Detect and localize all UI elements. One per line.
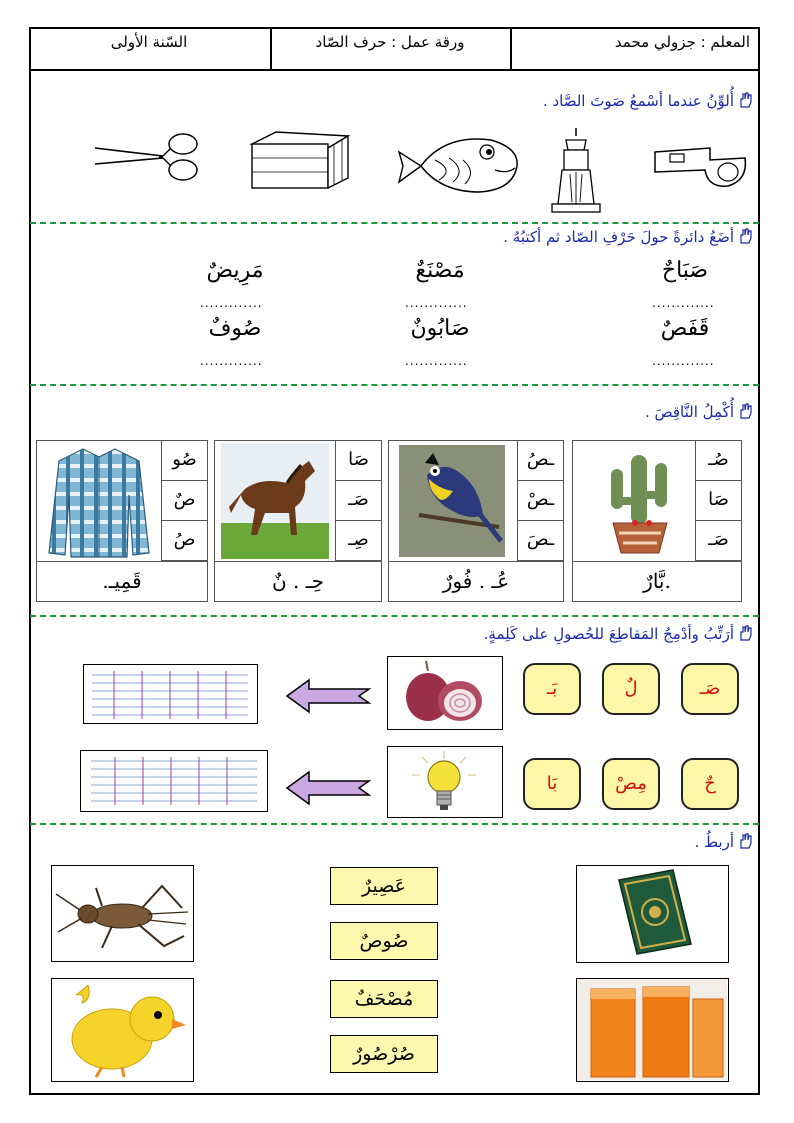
horse-icon <box>221 443 329 559</box>
syllable-cell: ـصَ <box>517 521 563 561</box>
instruction-4-text: أرَتِّبُ وأدْمِجُ المَقاطِعَ للحُصولِ على كَلِمةٍ. <box>483 625 734 643</box>
answer-blank[interactable]: ............. <box>652 296 715 310</box>
writing-lines <box>84 665 256 722</box>
instruction-3-text: أُكْمِلُ النَّاقِصَ . <box>644 403 734 421</box>
cricket-picture[interactable] <box>51 865 194 962</box>
section-divider <box>30 823 759 825</box>
shirt-icon <box>47 445 151 559</box>
bird-icon <box>399 445 505 557</box>
left-arrow-icon <box>285 768 373 808</box>
hand-icon <box>738 403 754 419</box>
whistle-icon <box>650 140 750 190</box>
header-divider <box>510 27 512 69</box>
word-item: صُوفٌ <box>208 316 262 341</box>
quran-picture[interactable] <box>576 865 729 963</box>
instruction-2-text: أضَعُ دائرةً حولَ حَرْفِ الصّاد ثم أكتبُهُ . <box>503 228 734 246</box>
syllable-cell: ـصْ <box>517 481 563 521</box>
instruction-3 <box>645 403 754 421</box>
answer-blank[interactable]: ............. <box>652 354 715 368</box>
match-word[interactable]: صُرْصُورٌ <box>330 1035 438 1073</box>
onion-picture <box>387 656 503 730</box>
partial-word[interactable]: عُـ . فُورٌ <box>389 561 563 601</box>
answer-blank[interactable]: ............. <box>200 296 263 310</box>
syllable-cell: صَا <box>695 481 741 521</box>
syllable-cell: صَا <box>335 441 381 481</box>
hand-icon <box>738 833 754 849</box>
instruction-5 <box>695 833 754 851</box>
hand-icon <box>738 228 754 244</box>
syllable-cell: صَـ <box>695 521 741 561</box>
syllable-cell: صِـ <box>335 521 381 561</box>
lighthouse-icon <box>548 126 604 214</box>
hand-icon <box>738 92 754 108</box>
header-bar <box>29 27 760 71</box>
partial-word[interactable]: حِـ . نٌ <box>215 561 381 601</box>
partial-word[interactable]: .بَّارٌ <box>573 561 741 601</box>
word-item: صَابُونٌ <box>410 316 470 341</box>
syllable-tile[interactable]: بَـ <box>523 663 581 715</box>
juice-glasses-icon <box>577 979 727 1080</box>
word-item: مَصْنَعٌ <box>415 258 465 283</box>
hand-icon <box>738 625 754 641</box>
instruction-1 <box>543 92 754 110</box>
match-word[interactable]: مُصْحَفٌ <box>330 980 438 1018</box>
syllable-cell: صُو <box>161 441 207 481</box>
worksheet-title: ورقة عمل : حرف الصّاد <box>315 33 465 51</box>
syllable-cell: صَـ <box>335 481 381 521</box>
syllable-tile[interactable]: صَـ <box>681 663 739 715</box>
lamp-picture <box>387 746 503 818</box>
instruction-2 <box>503 228 754 246</box>
grade-label: السّنة الأولى <box>110 33 188 51</box>
completion-card <box>214 440 382 602</box>
fish-icon <box>395 130 521 200</box>
syllable-tile[interactable]: مِصْ <box>602 758 660 810</box>
juice-picture[interactable] <box>576 978 729 1082</box>
answer-blank[interactable]: ............. <box>405 354 468 368</box>
match-word[interactable]: عَصِيرٌ <box>330 867 438 905</box>
header-divider <box>270 27 272 69</box>
syllable-tile[interactable]: حٌ <box>681 758 739 810</box>
instruction-5-text: أربطُ . <box>694 833 734 851</box>
quran-icon <box>577 866 727 961</box>
writing-box[interactable] <box>83 664 258 724</box>
word-item: قَفَصٌ <box>660 316 710 341</box>
chick-picture[interactable] <box>51 978 194 1082</box>
syllable-cell: صٌ <box>161 481 207 521</box>
light-bulb-icon <box>388 747 502 817</box>
cricket-icon <box>52 866 192 960</box>
word-item: مَرِيضٌ <box>206 258 264 283</box>
chick-icon <box>52 979 192 1080</box>
section-divider <box>30 384 759 386</box>
cactus-icon <box>595 445 685 557</box>
scissors-icon <box>93 130 205 184</box>
writing-lines <box>81 751 266 810</box>
syllable-cell: ـصُ <box>517 441 563 481</box>
instruction-4 <box>484 625 754 643</box>
answer-blank[interactable]: ............. <box>405 296 468 310</box>
match-word[interactable]: صُوصٌ <box>330 922 438 960</box>
left-arrow-icon <box>285 676 373 716</box>
onion-icon <box>388 657 502 729</box>
syllable-cell: صُـ <box>695 441 741 481</box>
completion-card <box>36 440 208 602</box>
word-item: صَبَاحٌ <box>661 258 709 283</box>
completion-card <box>572 440 742 602</box>
section-divider <box>30 222 759 224</box>
syllable-tile[interactable]: لٌ <box>602 663 660 715</box>
syllable-cell: صُ <box>161 521 207 561</box>
section-divider <box>30 615 759 617</box>
teacher-name: المعلم : جزولي محمد <box>614 33 750 51</box>
writing-box[interactable] <box>80 750 268 812</box>
answer-blank[interactable]: ............. <box>200 354 263 368</box>
syllable-tile[interactable]: بَا <box>523 758 581 810</box>
completion-card <box>388 440 564 602</box>
partial-word[interactable]: قَمِيـ. <box>37 561 207 601</box>
instruction-1-text: أُلوِّنُ عندما أسْمعُ صَوتَ الصَّاد . <box>542 92 734 110</box>
box-icon <box>248 130 352 192</box>
